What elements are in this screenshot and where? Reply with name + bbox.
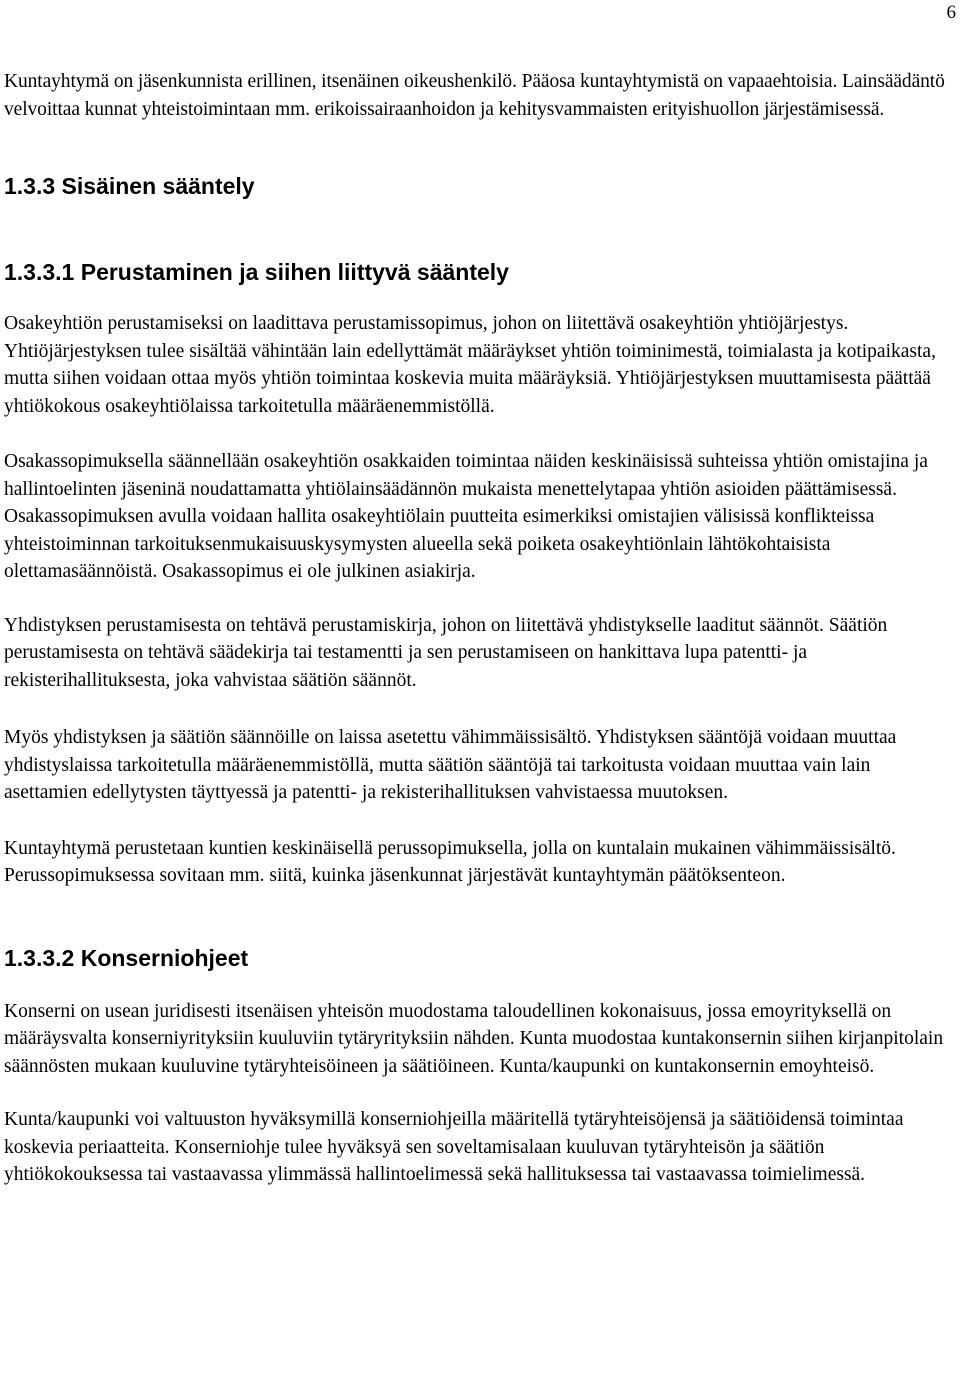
document-body [4,68,949,1189]
paragraph-joint-municipal-authority: Kuntayhtymä perustetaan kuntien keskinäisellä perussopimuksella, jolla on kuntalain mukainen vähimmäissisältö. Perussopimuksessa sovitaan mm. siitä, kuinka jäsenkunnat järjestävät kuntayhtymän päätöksenteon. [4,837,896,886]
paragraph-minimum-content: Myös yhdistyksen ja säätiön säännöille on laissa asetettu vähimmäissisältö. Yhdistyksen sääntöjä voidaan muuttaa yhdistyslaissa tarkoitetulla määräenemmistöllä, mutta säätiön sääntöjä tai tarkoitusta voidaan muuttaa vain lain asettamien edellytysten täyttyessä ja patentti- ja rekisterihallituksen vahvistaessa muutoksen. [4,727,897,803]
paragraph-group-instructions: Kunta/kaupunki voi valtuuston hyväksymillä konserniohjeilla määritellä tytäryhteisöjensä ja säätiöidensä toimintaa koskevia periaatteita. Konserniohje tulee hyväksyä sen soveltamisalaan kuuluvan tytäryhteisön ja säätiön yhtiökokouksessa tai vastaavassa ylimmässä hallintoelimessä sekä hallituksessa tai vastaavassa toimielimessä. [4,1109,904,1185]
heading-1-3-3-2: 1.3.3.2 Konserniohjeet [4,944,249,971]
paragraph-group-definition: Konserni on usean juridisesti itsenäisen yhteisön muodostama taloudellinen kokonaisuus, jossa emoyrityksellä on määräysvalta konserniyrityksiin kuuluviin tytäryrityksiin nähden. Kunta muodostaa kuntakonsernin siihen kirjanpitolain säännösten mukaan kuuluvine tytäryhteisöineen ja säätiöineen. Kunta/kaupunki on kuntakonsernin emoyhteisö. [4,1000,944,1077]
intro-paragraph: Kuntayhtymä on jäsenkunnista erillinen, itsenäinen oikeushenkilö. Pääosa kuntayhtymistä on vapaaehtoisia. Lainsäädäntö velvoittaa kunnat yhteistoimintaan mm. erikoissairaanhoidon ja kehitysvammaisten erityishuollon järjestämisessä. [4,71,945,120]
heading-1-3-3-1: 1.3.3.1 Perustaminen ja siihen liittyvä sääntely [4,259,509,285]
paragraph-articles-of-association: Osakeyhtiön perustamiseksi on laadittava perustamissopimus, johon on liitettävä osakeyhtiön yhtiöjärjestys. Yhtiöjärjestyksen tulee sisältää vähintään lain edellyttämät määräykset yhtiön toiminimestä, toimialasta ja kotipaikasta, mutta siihen voidaan ottaa myös yhtiön toimintaa koskevia muita määräyksiä. Yhtiöjärjestyksen muuttamisesta päättää yhtiökokous osakeyhtiölaissa tarkoitetulla määräenemmistöllä. [4,313,936,417]
paragraph-shareholder-agreement: Osakassopimuksella säännellään osakeyhtiön osakkaiden toimintaa näiden keskinäisissä suhteissa yhtiön omistajina ja hallintoelinten jäseninä noudattamatta yhtiölainsäädännön mukaista menettelytapaa yhtiön asioiden päättämisessä. Osakassopimuksen avulla voidaan hallita osakeyhtiölain puutteita esimerkiksi omistajien välisissä konflikteissa yhteistoiminnan tarkoituksenmukaisuuskysymysten alueella sekä poiketa osakeyhtiönlain lähtökohtaisista olettamasäännöistä. Osakassopimus ei ole julkinen asiakirja. [4,451,928,582]
heading-1-3-3: 1.3.3 Sisäinen sääntely [4,173,255,199]
paragraph-association-foundation: Yhdistyksen perustamisesta on tehtävä perustamiskirja, johon on liitettävä yhdistykselle laaditut säännöt. Säätiön perustamisesta on tehtävä säädekirja tai testamentti ja sen perustamiseen on hankittava lupa patentti- ja rekisterihallituksesta, joka vahvistaa säätiön säännöt. [4,614,888,691]
page-number: 6 [946,2,956,23]
